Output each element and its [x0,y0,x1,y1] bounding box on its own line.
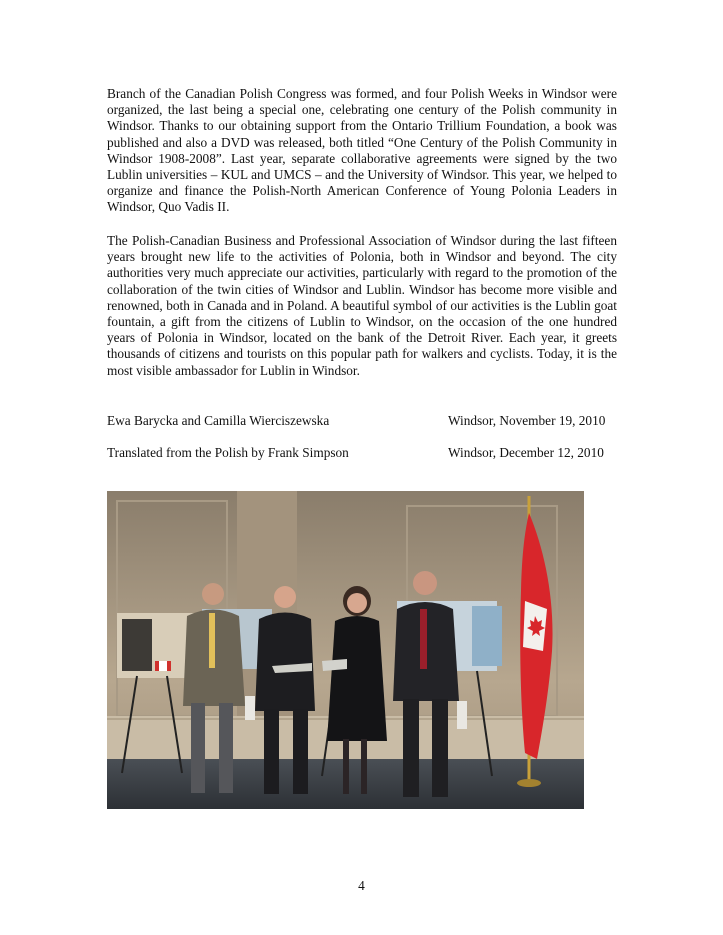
authors-names: Ewa Barycka and Camilla Wierciszewska [107,413,330,428]
group-photo [107,491,584,809]
translator-credit: Translated from the Polish by Frank Simpson [107,445,349,460]
paragraph-2: The Polish-Canadian Business and Professional Association of Windsor during the last fifteen years brought new life to the activities of Polonia, both in Windsor and beyond. The city authorities very much appreciate our activities, particularly with regard to the promotion of the collaboration of the twin cities of Windsor and Lublin. Windsor has become more visible and renowned, both in Canada and in Poland. A beautiful symbol of our activities is the Lublin goat fountain, a gift from the citizens of Lublin to Windsor, on the occasion of the one hundred years of Polonia in Windsor, located on the bank of the Detroit River. Each year, it greets thousands of citizens and tourists on this popular path for walkers and cyclists. Today, it is the most visible ambassador for Lublin in Windsor. [107,233,617,378]
authors-date: Windsor, November 19, 2010 [448,413,606,428]
page-number: 4 [358,878,365,893]
translator-date: Windsor, December 12, 2010 [448,445,604,460]
paragraph-1: Branch of the Canadian Polish Congress was formed, and four Polish Weeks in Windsor were organized, the last being a special one, celebrating one century of the Polish community in Windsor. Thanks to our obtaining support from the Ontario Trillium Foundation, a book was published and also a DVD was released, both titled “One Century of the Polish Community in Windsor 1908-2008”. Last year, separate collaborative agreements were signed by the two Lublin universities – KUL and UMCS – and the University of Windsor. This year, we helped to organize and finance the Polish-North American Conference of Young Polonia Leaders in Windsor, Quo Vadis II. [107,86,617,215]
